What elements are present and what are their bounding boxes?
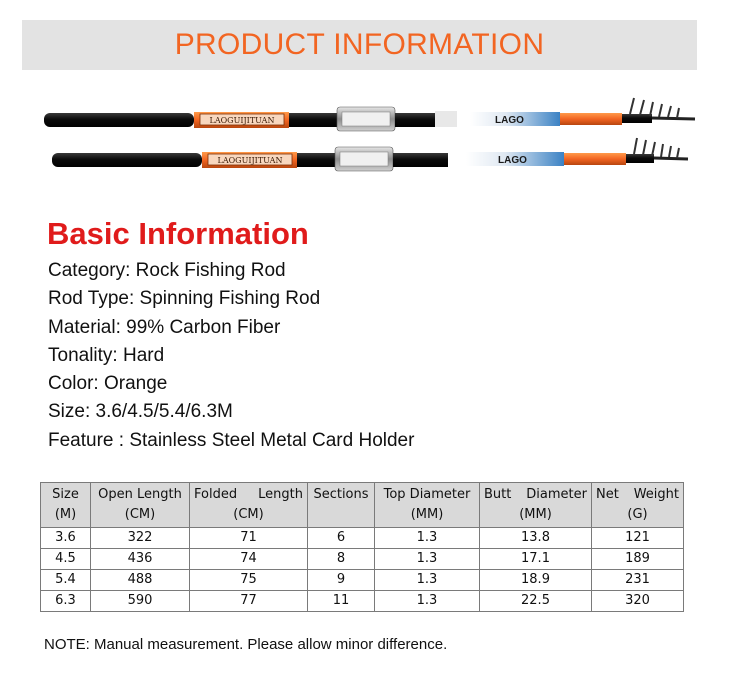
spec-material: Material: 99% Carbon Fiber [48, 316, 281, 338]
cell-size: 3.6 [41, 528, 91, 549]
cell-folded-length: 75 [190, 570, 308, 591]
cell-sections: 9 [308, 570, 375, 591]
measurement-note: NOTE: Manual measurement. Please allow minor difference. [44, 636, 448, 653]
cell-top-diameter: 1.3 [375, 549, 480, 570]
brand-label: LAOGUIJITUAN [209, 116, 275, 125]
cell-butt-diameter: 13.8 [480, 528, 592, 549]
cell-sections: 11 [308, 591, 375, 612]
model-label: LAGO [495, 115, 524, 126]
header-net-weight: Net Weight (G) [592, 483, 684, 528]
header-open-length: Open Length (CM) [91, 483, 190, 528]
cell-folded-length: 71 [190, 528, 308, 549]
table-row [41, 549, 684, 570]
spec-table [40, 482, 684, 612]
cell-open-length: 322 [91, 528, 190, 549]
table-row [41, 591, 684, 612]
cell-top-diameter: 1.3 [375, 528, 480, 549]
cell-top-diameter: 1.3 [375, 570, 480, 591]
model-label: LAGO [498, 155, 527, 166]
spec-list [48, 257, 414, 455]
table-header-row [41, 483, 684, 528]
cell-open-length: 590 [91, 591, 190, 612]
rod-2 [52, 138, 688, 171]
title-banner [22, 20, 697, 70]
rod-1 [44, 98, 695, 131]
cell-sections: 8 [308, 549, 375, 570]
cell-top-diameter: 1.3 [375, 591, 480, 612]
table-row [41, 570, 684, 591]
header-top-diameter: Top Diameter (MM) [375, 483, 480, 528]
cell-open-length: 436 [91, 549, 190, 570]
cell-size: 6.3 [41, 591, 91, 612]
cell-folded-length: 77 [190, 591, 308, 612]
spec-rod-type: Rod Type: Spinning Fishing Rod [48, 288, 321, 310]
cell-butt-diameter: 17.1 [480, 549, 592, 570]
page-title: PRODUCT INFORMATION [174, 28, 545, 61]
spec-category: Category: Rock Fishing Rod [48, 260, 286, 281]
cell-open-length: 488 [91, 570, 190, 591]
brand-label: LAOGUIJITUAN [217, 156, 283, 165]
table-row [41, 528, 684, 549]
cell-net-weight: 189 [592, 549, 684, 570]
spec-feature: Feature : Stainless Steel Metal Card Holder [48, 429, 415, 451]
cell-butt-diameter: 22.5 [480, 591, 592, 612]
header-butt-diameter: Butt Diameter (MM) [480, 483, 592, 528]
cell-sections: 6 [308, 528, 375, 549]
header-folded-length: Folded Length (CM) [190, 483, 308, 528]
header-sections: Sections [308, 483, 375, 528]
cell-net-weight: 320 [592, 591, 684, 612]
cell-net-weight: 121 [592, 528, 684, 549]
basic-information-heading: Basic Information [47, 216, 309, 251]
product-image [40, 92, 700, 182]
cell-size: 5.4 [41, 570, 91, 591]
cell-size: 4.5 [41, 549, 91, 570]
spec-color: Color: Orange [48, 373, 168, 395]
cell-butt-diameter: 18.9 [480, 570, 592, 591]
spec-size: Size: 3.6/4.5/5.4/6.3M [48, 401, 233, 423]
cell-folded-length: 74 [190, 549, 308, 570]
header-size: Size (M) [41, 483, 91, 528]
spec-tonality: Tonality: Hard [48, 344, 165, 366]
cell-net-weight: 231 [592, 570, 684, 591]
